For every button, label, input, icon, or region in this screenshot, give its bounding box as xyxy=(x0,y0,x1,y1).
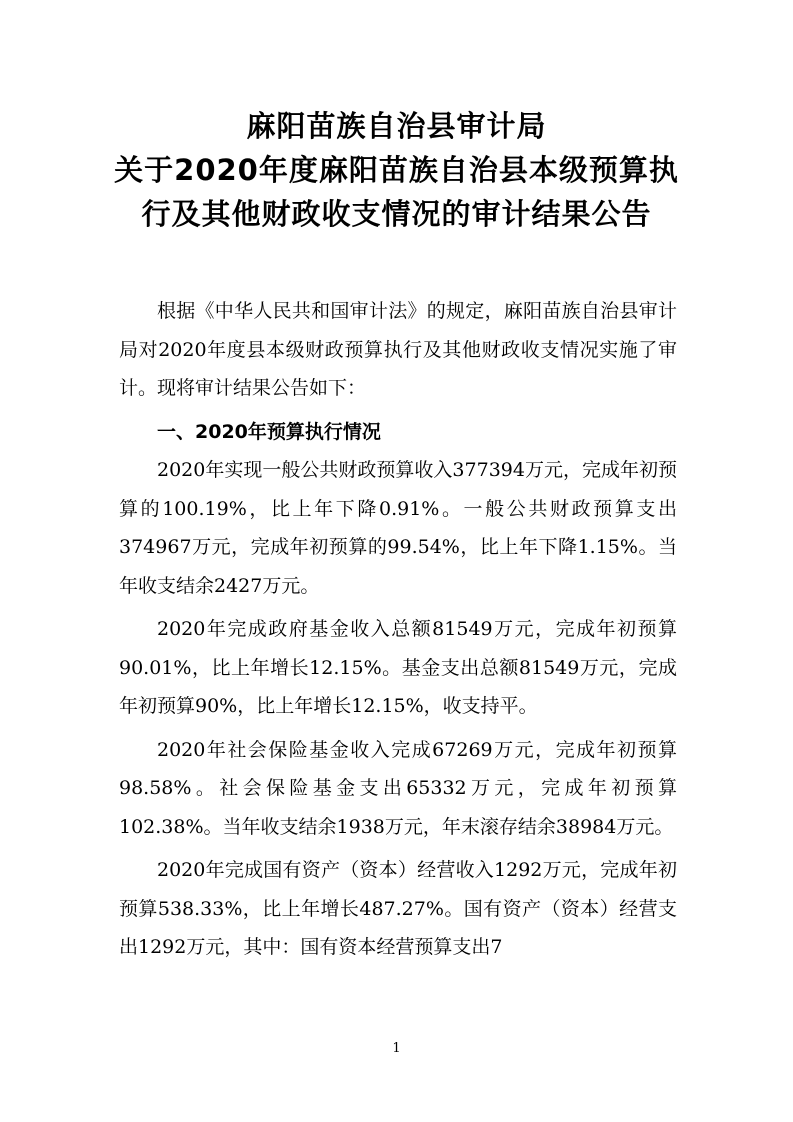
title-line-1: 麻阳苗族自治县审计局 xyxy=(246,109,547,143)
section-heading-budget-execution: 一、2020年预算执行情况 xyxy=(157,420,381,443)
paragraph-government-fund: 2020年完成政府基金收入总额81549万元，完成年初预算90.01%，比上年增长12.15%。基金支出总额81549万元，完成年初预算90%，比上年增长12.15%，收支持平。 xyxy=(119,618,677,717)
title-line-2: 关于2020年度麻阳苗族自治县本级预算执 xyxy=(114,153,679,187)
page-number: 1 xyxy=(392,1041,401,1056)
document-title xyxy=(60,104,733,236)
document-body xyxy=(119,292,677,972)
paragraph-intro: 根据《中华人民共和国审计法》的规定，麻阳苗族自治县审计局对2020年度县本级财政预算执行及其他财政收支情况实施了审计。现将审计结果公告如下： xyxy=(119,300,677,399)
title-line-3: 行及其他财政收支情况的审计结果公告 xyxy=(141,197,652,231)
paragraph-general-budget: 2020年实现一般公共财政预算收入377394万元，完成年初预算的100.19%，比上年下降0.91%。一般公共财政预算支出374967万元，完成年初预算的99.54%，比上年下降1.15%。当年收支结余2427万元。 xyxy=(119,459,677,597)
paragraph-state-capital: 2020年完成国有资产（资本）经营收入1292万元，完成年初预算538.33%，比上年增长487.27%。国有资产（资本）经营支出1292万元，其中：国有资本经营预算支出7 xyxy=(119,859,677,958)
paragraph-social-insurance: 2020年社会保险基金收入完成67269万元，完成年初预算98.58%。社会保险基金支出65332万元，完成年初预算102.38%。当年收支结余1938万元，年末滚存结余38984万元。 xyxy=(119,738,677,838)
